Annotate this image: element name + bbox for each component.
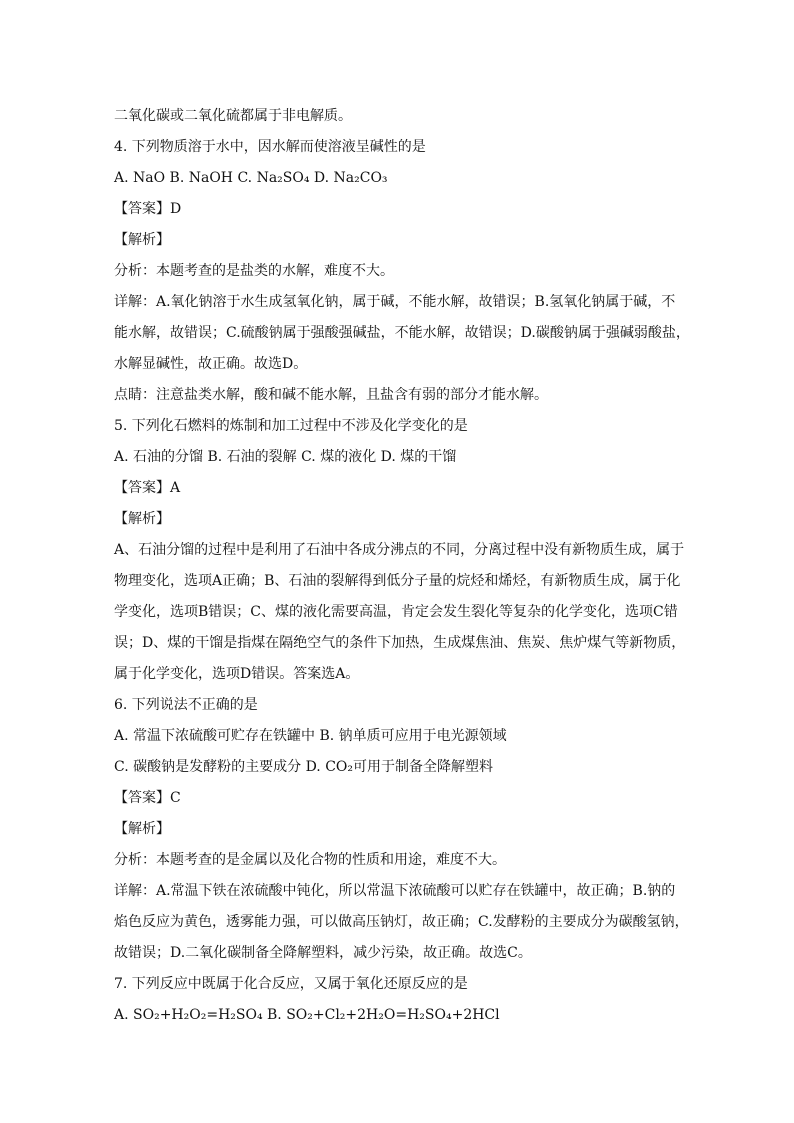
question-4-options: A. NaO B. NaOH C. Na₂SO₄ D. Na₂CO₃ (114, 170, 388, 186)
question-5: 5. 下列化石燃料的炼制和加工过程中不涉及化学变化的是 (114, 418, 468, 434)
question-4-detail-line: 水解显碱性，故正确。故选D。 (114, 356, 308, 372)
question-6-analysis: 分析：本题考查的是金属以及化合物的性质和用途，难度不大。 (114, 852, 506, 868)
question-6: 6. 下列说法不正确的是 (114, 697, 258, 713)
question-4-detail-line: 详解：A.氧化钠溶于水生成氢氧化钠，属于碱，不能水解，故错误；B.氢氧化钠属于碱，不 (114, 294, 676, 310)
question-4-analysis-heading: 【解析】 (114, 232, 170, 248)
question-5-analysis-line: 属于化学变化，选项D错误。答案选A。 (114, 666, 360, 682)
question-6-options-row-1: A. 常温下浓硫酸可贮存在铁罐中 B. 钠单质可应用于电光源领域 (114, 728, 507, 744)
question-5-options: A. 石油的分馏 B. 石油的裂解 C. 煤的液化 D. 煤的干馏 (114, 449, 457, 465)
question-5-analysis-line: 误；D、煤的干馏是指煤在隔绝空气的条件下加热，生成煤焦油、焦炭、焦炉煤气等新物质， (114, 635, 686, 651)
question-6-detail-line: 详解：A.常温下铁在浓硫酸中钝化，所以常温下浓硫酸可以贮存在铁罐中，故正确；B.钠的 (114, 883, 676, 899)
question-6-options-row-2: C. 碳酸钠是发酵粉的主要成分 D. CO₂可用于制备全降解塑料 (114, 759, 493, 775)
question-6-detail-line: 焰色反应为黄色，透雾能力强，可以做高压钠灯，故正确；C.发酵粉的主要成分为碳酸氢钠， (114, 914, 689, 930)
question-6-analysis-heading: 【解析】 (114, 821, 170, 837)
text-line: 二氧化碳或二氧化硫都属于非电解质。 (114, 108, 352, 124)
question-6-detail-line: 故错误；D.二氧化碳制备全降解塑料，减少污染，故正确。故选C。 (114, 945, 532, 961)
document-body (114, 101, 690, 1031)
question-7-options: A. SO₂+H₂O₂=H₂SO₄ B. SO₂+Cl₂+2H₂O=H₂SO₄+2HCl (114, 1007, 500, 1023)
question-5-answer: 【答案】A (114, 480, 181, 496)
question-5-analysis-line: A、石油分馏的过程中是利用了石油中各成分沸点的不同，分离过程中没有新物质生成，属于 (114, 542, 685, 558)
question-6-answer: 【答案】C (114, 790, 181, 806)
question-4-detail-line: 能水解，故错误；C.硫酸钠属于强酸强碱盐，不能水解，故错误；D.碳酸钠属于强碱弱酸盐， (114, 325, 690, 341)
question-7: 7. 下列反应中既属于化合反应，又属于氧化还原反应的是 (114, 976, 468, 992)
question-5-analysis-line: 物理变化，选项A正确；B、石油的裂解得到低分子量的烷烃和烯烃，有新物质生成，属于化 (114, 573, 681, 589)
question-4: 4. 下列物质溶于水中，因水解而使溶液呈碱性的是 (114, 139, 426, 155)
question-4-analysis: 分析：本题考查的是盐类的水解，难度不大。 (114, 263, 394, 279)
question-4-note: 点睛：注意盐类水解，酸和碱不能水解，且盐含有弱的部分才能水解。 (114, 387, 548, 403)
question-5-analysis-heading: 【解析】 (114, 511, 170, 527)
question-5-analysis-line: 学变化，选项B错误；C、煤的液化需要高温，肯定会发生裂化等复杂的化学变化，选项C错 (114, 604, 678, 620)
question-4-answer: 【答案】D (114, 201, 182, 217)
